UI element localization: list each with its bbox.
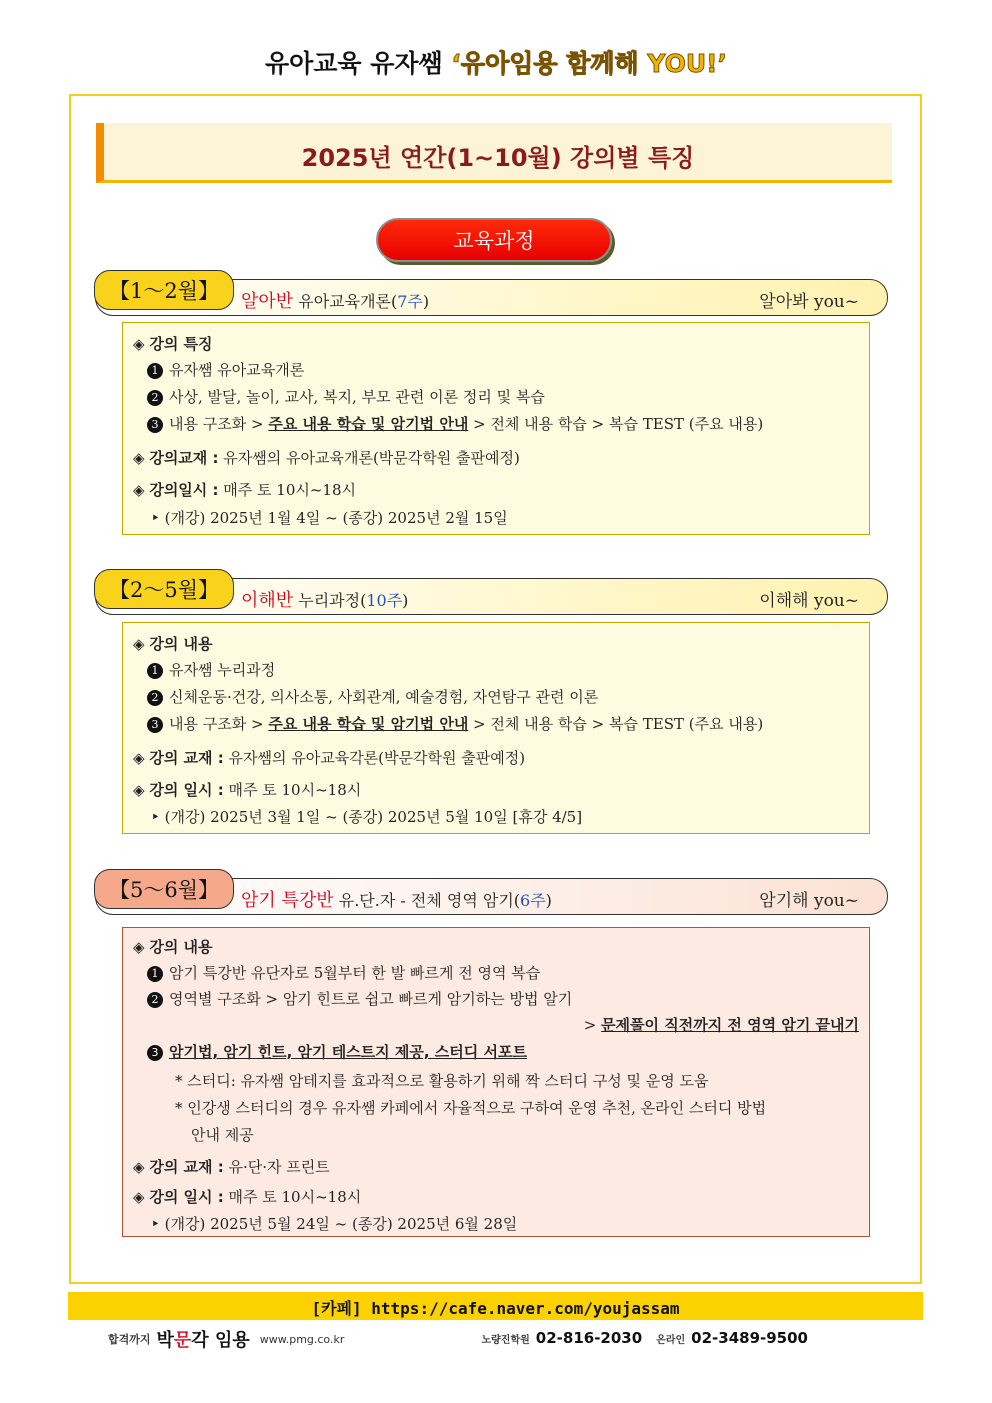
- feature-heading-3: [133, 936, 213, 957]
- time-row-1: [133, 479, 356, 500]
- online-label: 온라인: [656, 1335, 686, 1346]
- time-row-2: [133, 779, 361, 800]
- section-slogan-1: 알아봐 you~: [759, 292, 859, 312]
- banner-title: 2025년 연간(1~10월) 강의별 특징: [301, 144, 695, 172]
- number-2-icon: 2: [147, 690, 163, 706]
- item-text: 내용 구조화 >: [169, 415, 269, 433]
- section-header-2: [95, 578, 888, 615]
- brand-logo: [108, 1326, 344, 1352]
- feature-title-2: 강의 내용: [149, 635, 213, 653]
- list-item: [147, 1041, 527, 1062]
- subject-close-2: ): [402, 591, 409, 610]
- item-underline: 문제풀이 직전까지 전 영역 암기 끝내기: [601, 1016, 859, 1034]
- book-value-2: 유자쌤의 유아교육각론(박문각학원 출판예정): [223, 749, 526, 767]
- document-title: [0, 44, 992, 80]
- book-row-2: [133, 747, 525, 768]
- month-tab-1: 【1～2월】: [94, 270, 234, 310]
- list-item: [147, 659, 275, 680]
- brand-part: 문: [173, 1330, 192, 1351]
- online-phone: 02-3489-9500: [691, 1329, 808, 1347]
- number-1-icon: 1: [147, 663, 163, 679]
- brand-part: 박: [156, 1330, 174, 1351]
- section-slogan-2: 이해해 you~: [759, 591, 859, 611]
- section-subject-2: [241, 586, 408, 612]
- website-link[interactable]: www.pmg.co.kr: [259, 1332, 345, 1346]
- diamond-icon: ◈: [133, 1158, 145, 1176]
- title-slogan: ‘유아임용 함께해 YOU!’: [451, 49, 728, 78]
- subject-text-3: 유.단.자 - 전체 영역 암기(: [333, 891, 521, 910]
- branch-label: 노량진학원: [481, 1335, 530, 1346]
- course-label: 교육과정: [376, 218, 612, 262]
- diamond-icon: ◈: [133, 938, 145, 956]
- number-3-icon: 3: [147, 717, 163, 733]
- number-2-icon: 2: [147, 992, 163, 1008]
- note-1: * 스터디: 유자쌤 암테지를 효과적으로 활용하기 위해 짝 스터디 구성 및 운영 도움: [175, 1072, 709, 1090]
- time-value-2: 매주 토 10시~18시: [223, 781, 362, 799]
- section-slogan-3: 암기해 you~: [759, 891, 859, 911]
- diamond-icon: ◈: [133, 1188, 145, 1206]
- class-name-1: 알아반: [241, 291, 294, 312]
- tagline: 합격까지: [108, 1333, 151, 1346]
- section-box-1: [122, 322, 870, 535]
- section-box-3: [122, 927, 870, 1237]
- feature-heading-1: [133, 333, 213, 354]
- feature-title-1: 강의 특징: [149, 335, 213, 353]
- schedule-2: ‣ (개강) 2025년 3월 1일 ~ (종강) 2025년 5월 10일 [휴강 4/5]: [151, 808, 583, 826]
- title-prefix: 유아교육 유자쌤: [264, 49, 452, 78]
- diamond-icon: ◈: [133, 335, 145, 353]
- time-label-1: 강의일시 :: [149, 481, 219, 499]
- list-item: [147, 386, 545, 407]
- number-3-icon: 3: [147, 417, 163, 433]
- list-item: [147, 686, 598, 707]
- time-label-2: 강의 일시 :: [149, 781, 224, 799]
- number-2-icon: 2: [147, 390, 163, 406]
- item-underline: 암기법, 암기 힌트, 암기 테스트지 제공, 스터디 서포트: [169, 1043, 527, 1061]
- section-header-1: [95, 279, 888, 316]
- diamond-icon: ◈: [133, 635, 145, 653]
- number-3-icon: 3: [147, 1045, 163, 1061]
- book-row-3: [133, 1156, 330, 1177]
- item-text: 사상, 발달, 놀이, 교사, 복지, 부모 관련 이론 정리 및 복습: [169, 388, 545, 406]
- list-item: [147, 359, 304, 380]
- class-name-3: 암기 특강반: [241, 890, 334, 911]
- item-underline: 주요 내용 학습 및 암기법 안내: [268, 415, 469, 433]
- feature-title-3: 강의 내용: [149, 938, 213, 956]
- diamond-icon: ◈: [133, 749, 145, 767]
- book-value-3: 유·단·자 프린트: [223, 1158, 330, 1176]
- feature-heading-2: [133, 633, 213, 654]
- item-text: >: [583, 1016, 602, 1034]
- section-header-3: [95, 878, 888, 915]
- list-item: [147, 962, 540, 983]
- book-row-1: [133, 447, 520, 468]
- subject-close-1: ): [422, 292, 430, 311]
- item-text: 암기 특강반 유단자로 5월부터 한 발 빠르게 전 영역 복습: [169, 964, 541, 982]
- subject-text-1: 유아교육개론(: [293, 292, 398, 311]
- weeks-3: 6주: [520, 891, 546, 910]
- time-value-1: 매주 토 10시~18시: [218, 481, 357, 499]
- cafe-link[interactable]: [카페] https://cafe.naver.com/youjassam: [311, 1299, 680, 1318]
- brand-part: 각: [191, 1330, 209, 1351]
- diamond-icon: ◈: [133, 781, 145, 799]
- item-text: 신체운동·건강, 의사소통, 사회관계, 예술경험, 자연탐구 관련 이론: [169, 688, 599, 706]
- section-box-2: [122, 622, 870, 834]
- branch-phone: 02-816-2030: [535, 1329, 643, 1347]
- book-label-3: 강의 교재 :: [149, 1158, 224, 1176]
- time-label-3: 강의 일시 :: [149, 1188, 224, 1206]
- section-subject-1: [241, 287, 429, 313]
- subject-text-2: 누리과정(: [293, 591, 367, 610]
- item-text: > 전체 내용 학습 > 복습 TEST (주요 내용): [468, 415, 764, 433]
- time-row-3: [133, 1186, 361, 1207]
- diamond-icon: ◈: [133, 449, 145, 467]
- class-name-2: 이해반: [241, 590, 294, 611]
- month-tab-3: 【5～6월】: [94, 869, 234, 909]
- book-label-2: 강의 교재 :: [149, 749, 224, 767]
- month-tab-2: 【2～5월】: [94, 569, 234, 609]
- list-item: [147, 988, 572, 1009]
- year-banner: [96, 123, 892, 183]
- note-2-cont: 안내 제공: [191, 1126, 254, 1144]
- item-text: > 전체 내용 학습 > 복습 TEST (주요 내용): [468, 715, 764, 733]
- list-item-continuation: [584, 1014, 859, 1035]
- contact-info: [481, 1329, 816, 1347]
- item-text: 영역별 구조화 > 암기 힌트로 쉽고 빠르게 암기하는 방법 알기: [169, 990, 573, 1008]
- schedule-1: ‣ (개강) 2025년 1월 4일 ~ (종강) 2025년 2월 15일: [151, 509, 508, 527]
- brand-name: [157, 1326, 250, 1352]
- note-2: * 인강생 스터디의 경우 유자쌤 카페에서 자율적으로 구하여 운영 추천, 온라인 스터디 방법: [175, 1099, 767, 1117]
- item-text: 내용 구조화 >: [169, 715, 269, 733]
- section-subject-3: [241, 886, 552, 912]
- subject-close-3: ): [545, 891, 552, 910]
- time-value-3: 매주 토 10시~18시: [223, 1188, 362, 1206]
- item-text: 유자쌤 유아교육개론: [169, 361, 305, 379]
- list-item: [147, 413, 763, 434]
- cafe-bar: [68, 1292, 923, 1320]
- item-text: 유자쌤 누리과정: [169, 661, 276, 679]
- number-1-icon: 1: [147, 966, 163, 982]
- weeks-2: 10주: [366, 591, 403, 610]
- book-label-1: 강의교재 :: [149, 449, 219, 467]
- schedule-3: ‣ (개강) 2025년 5월 24일 ~ (종강) 2025년 6월 28일: [151, 1215, 518, 1233]
- weeks-1: 7주: [397, 292, 423, 311]
- diamond-icon: ◈: [133, 481, 145, 499]
- brand-part: 임용: [208, 1330, 250, 1351]
- list-item: [147, 713, 763, 734]
- number-1-icon: 1: [147, 363, 163, 379]
- item-underline: 주요 내용 학습 및 암기법 안내: [268, 715, 469, 733]
- book-value-1: 유자쌤의 유아교육개론(박문각학원 출판예정): [218, 449, 520, 467]
